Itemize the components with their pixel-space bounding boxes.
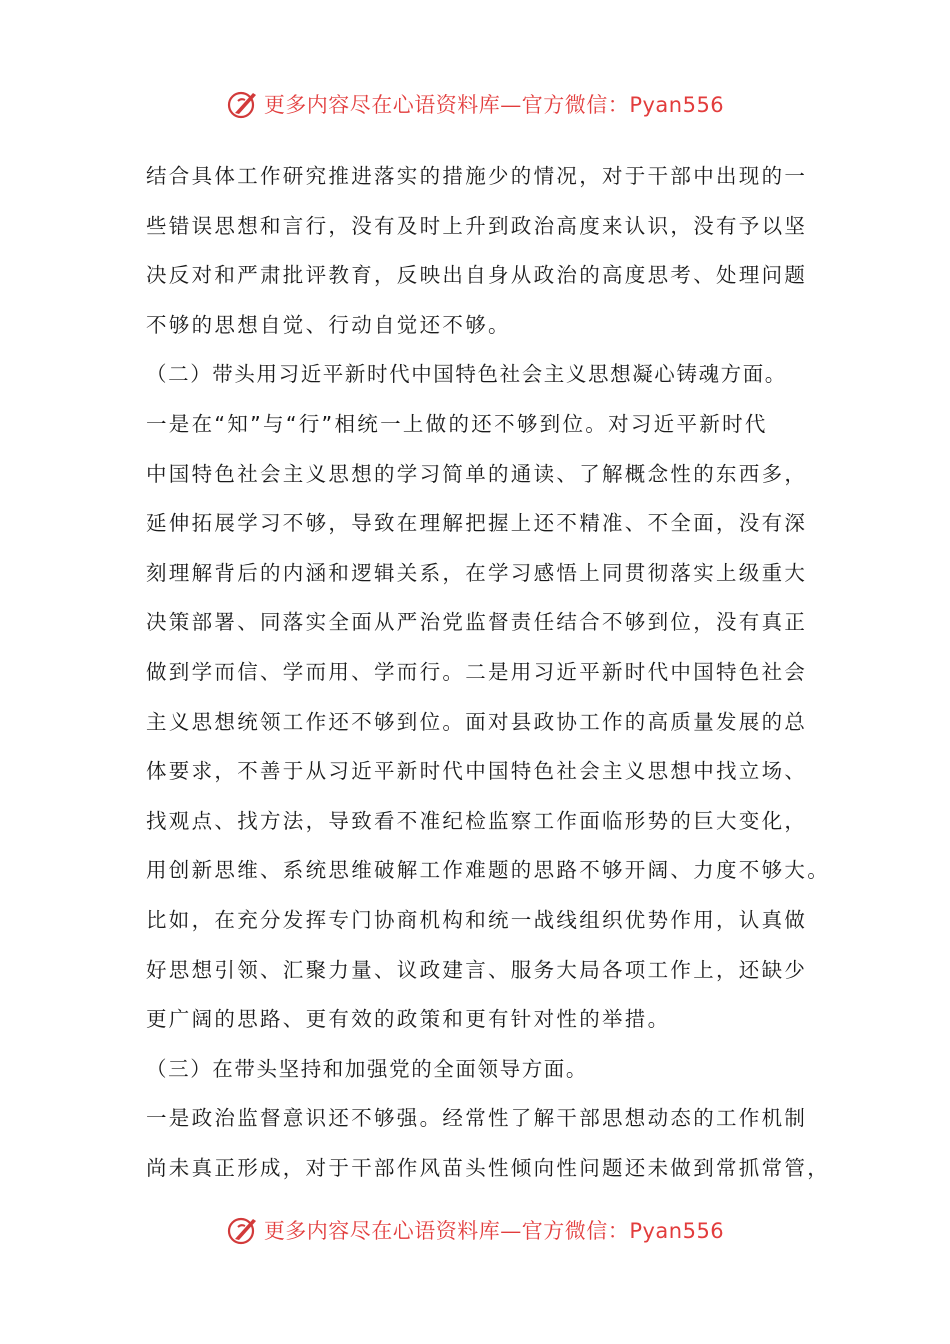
text-line: 一是政治监督意识还不够强。经常性了解干部思想动态的工作机制 <box>146 1106 808 1131</box>
banner-text: 更多内容尽在心语资料库—官方微信：Pyan556 <box>263 1219 725 1243</box>
text-line: 决反对和严肃批评教育，反映出自身从政治的高度思考、处理问题 <box>146 263 808 288</box>
header-banner <box>0 82 950 126</box>
text-line: 不够的思想自觉、行动自觉还不够。 <box>146 312 511 337</box>
text-line: 一是在“知”与“行”相统一上做的还不够到位。对习近平新时代 <box>146 411 768 436</box>
text-line: 些错误思想和言行，没有及时上升到政治高度来认识，没有予以坚 <box>146 213 808 238</box>
text-line: 更广阔的思路、更有效的政策和更有针对性的举措。 <box>146 1007 671 1032</box>
section-heading: （二）带头用习近平新时代中国特色社会主义思想凝心铸魂方面。 <box>146 362 787 387</box>
text-line: 找观点、找方法，导致看不准纪检监察工作面临形势的巨大变化， <box>146 808 808 833</box>
footer-banner <box>0 1208 950 1252</box>
text-line: 决策部署、同落实全面从严治党监督责任结合不够到位，没有真正 <box>146 610 808 635</box>
text-line: 延伸拓展学习不够，导致在理解把握上还不精准、不全面，没有深 <box>146 511 808 536</box>
text-line: 好思想引领、汇聚力量、议政建言、服务大局各项工作上，还缺少 <box>146 957 808 982</box>
text-line: 主义思想统领工作还不够到位。面对县政协工作的高质量发展的总 <box>146 709 808 734</box>
document-body <box>146 152 830 1193</box>
text-line: 做到学而信、学而用、学而行。二是用习近平新时代中国特色社会 <box>146 659 808 684</box>
text-line: 比如，在充分发挥专门协商机构和统一战线组织优势作用，认真做 <box>146 907 808 932</box>
text-line: 用创新思维、系统思维破解工作难题的思路不够开阔、力度不够大。 <box>146 858 830 883</box>
banner-text: 更多内容尽在心语资料库—官方微信：Pyan556 <box>263 93 725 117</box>
text-line: 刻理解背后的内涵和逻辑关系，在学习感悟上同贯彻落实上级重大 <box>146 560 808 585</box>
text-line: 体要求，不善于从习近平新时代中国特色社会主义思想中找立场、 <box>146 759 808 784</box>
text-line: 中国特色社会主义思想的学习简单的通读、了解概念性的东西多， <box>146 461 808 486</box>
red-quill-seal-icon <box>226 1213 260 1247</box>
text-line: 尚未真正形成，对于干部作风苗头性倾向性问题还未做到常抓常管， <box>146 1155 830 1180</box>
section-heading: （三）在带头坚持和加强党的全面领导方面。 <box>146 1056 588 1081</box>
red-quill-seal-icon <box>226 87 260 121</box>
text-line: 结合具体工作研究推进落实的措施少的情况，对于干部中出现的一 <box>146 164 808 188</box>
